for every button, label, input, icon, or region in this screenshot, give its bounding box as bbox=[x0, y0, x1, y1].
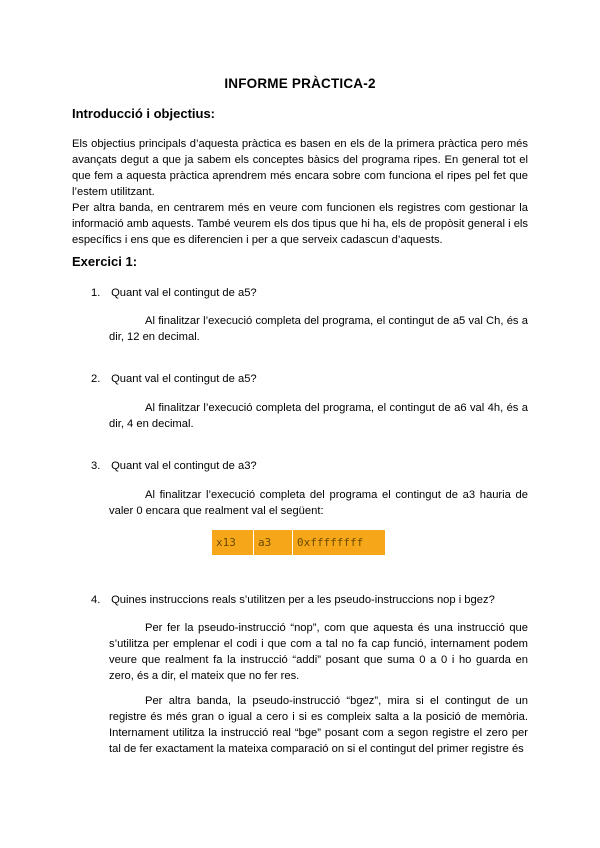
question-2 bbox=[91, 373, 257, 385]
question-text: Quant val el contingut de a5? bbox=[111, 373, 257, 385]
answer-2: Al finalitzar l’execució completa del programa, el contingut de a6 val 4h, és a dir, 4 en decimal. bbox=[109, 402, 528, 430]
intro-heading: Introducció i objectius: bbox=[72, 106, 216, 121]
question-number: 3. bbox=[91, 460, 101, 472]
question-text: Quant val el contingut de a3? bbox=[111, 460, 257, 472]
question-number: 2. bbox=[91, 373, 101, 385]
answer-3: Al finalitzar l’execució completa del programa el contingut de a3 hauria de valer 0 encara que realment val el següent: bbox=[109, 489, 528, 517]
question-1 bbox=[91, 287, 257, 299]
page-title: INFORME PRÀCTICA-2 bbox=[224, 76, 376, 91]
answer-1: Al finalitzar l’execució completa del programa, el contingut de a5 val Ch, és a dir, 12 en decimal. bbox=[109, 315, 528, 343]
answer-4b: Per altra banda, la pseudo-instrucció “bgez”, mira si el contingut de un registre és més gran o igual a cero i si es compleix salta a la posició de memòria. Internament utilitza la instrucció real “bge” posant com a segon registre el zero per tal de fer exactament la mateixa comparació on si el contingut del primer registre és bbox=[109, 695, 528, 755]
intro-paragraph-2: Per altra banda, en centrarem més en veure com funcionen els registres com gestionar la informació amb aquests. També veurem els dos tipus que hi ha, els de propòsit general i els específics i ens que es diferencien i per a que serveix cadascun d’aquests. bbox=[72, 202, 528, 246]
register-id: x13 bbox=[212, 530, 254, 555]
register-row-screenshot bbox=[212, 530, 385, 555]
question-number: 1. bbox=[91, 287, 101, 299]
question-text: Quines instruccions reals s’utilitzen per a les pseudo-instruccions nop i bgez? bbox=[111, 594, 495, 606]
question-text: Quant val el contingut de a5? bbox=[111, 287, 257, 299]
register-value: 0xffffffff bbox=[297, 536, 364, 549]
question-4 bbox=[91, 594, 495, 606]
answer-4a: Per fer la pseudo-instrucció “nop”, com que aquesta és una instrucció que s’utilitza per emplenar el codi i que com a tal no fa cap funció, internament podem veure que realment fa la instrucció “addi” posant que suma 0 a 0 i ho guarda en zero, és a dir, el mateix que no fer res. bbox=[109, 622, 528, 682]
exercise-heading: Exercici 1: bbox=[72, 254, 138, 269]
register-name: a3 bbox=[254, 530, 293, 555]
question-number: 4. bbox=[91, 594, 101, 606]
question-3 bbox=[91, 460, 257, 472]
intro-paragraph-1: Els objectius principals d’aquesta pràctica es basen en els de la primera pràctica pero més avançats degut a que ja sabem els conceptes bàsics del programa ripes. En general tot el que fem a aquesta pràctica aprendrem més encara sobre com funciona el ripes pel fet que l’estem utilitzant. bbox=[72, 138, 528, 198]
